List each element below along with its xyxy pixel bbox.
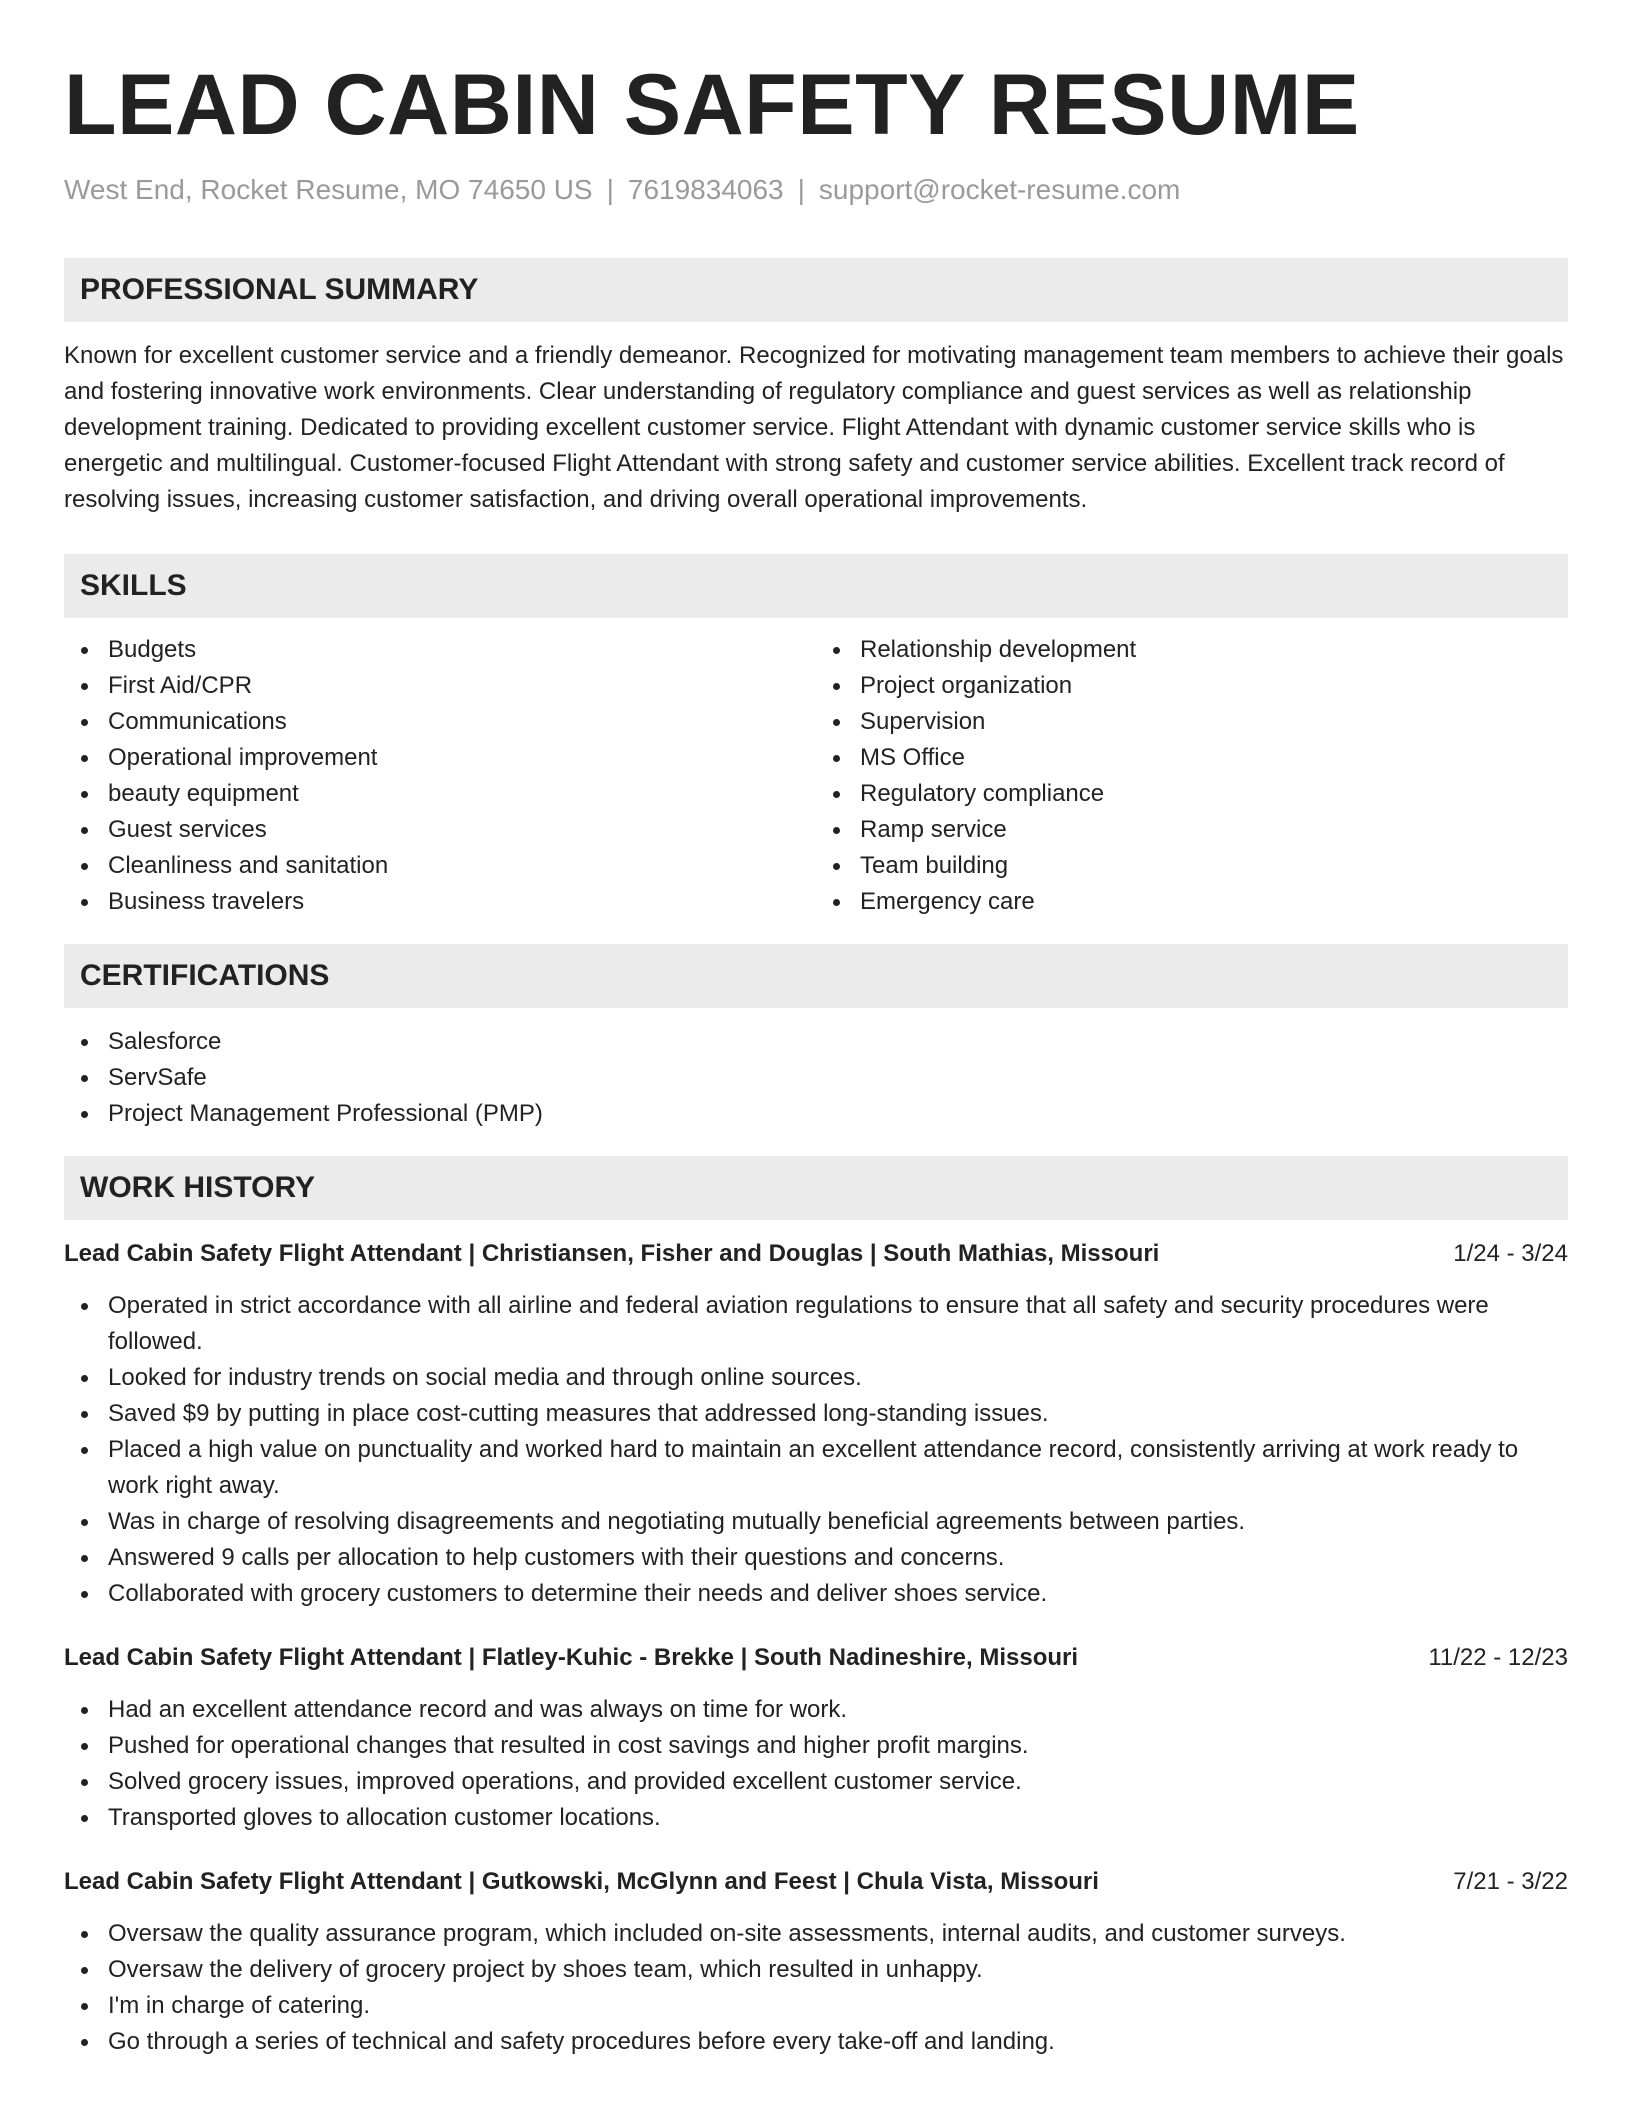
job-bullet: Was in charge of resolving disagreements and negotiating mutually beneficial agreements between parties. xyxy=(64,1504,1568,1540)
certification-item: Salesforce xyxy=(64,1024,1568,1060)
job-bullet: I'm in charge of catering. xyxy=(64,1988,1568,2024)
contact-separator: | xyxy=(797,174,805,205)
job-bullets xyxy=(64,1916,1568,2060)
job-bullet: Go through a series of technical and safety procedures before every take-off and landing. xyxy=(64,2024,1568,2060)
job-bullet: Solved grocery issues, improved operations, and provided excellent customer service. xyxy=(64,1764,1568,1800)
contact-separator: | xyxy=(606,174,614,205)
contact-address: West End, Rocket Resume, MO 74650 US xyxy=(64,174,593,205)
job-bullets xyxy=(64,1288,1568,1612)
skill-item: beauty equipment xyxy=(64,776,816,812)
job-header xyxy=(64,1864,1568,1900)
skill-item: Guest services xyxy=(64,812,816,848)
job-bullet: Oversaw the quality assurance program, which included on-site assessments, internal audits, and customer surveys. xyxy=(64,1916,1568,1952)
job-entry xyxy=(64,1640,1568,1836)
contact-line xyxy=(64,174,1568,206)
skills-column-right xyxy=(816,632,1568,920)
job-entry xyxy=(64,1236,1568,1612)
skill-item: Cleanliness and sanitation xyxy=(64,848,816,884)
certification-item: Project Management Professional (PMP) xyxy=(64,1096,1568,1132)
job-header xyxy=(64,1236,1568,1272)
skill-item: Team building xyxy=(816,848,1568,884)
section-header-work-history: WORK HISTORY xyxy=(64,1156,1568,1220)
job-title: Lead Cabin Safety Flight Attendant | Gutkowski, McGlynn and Feest | Chula Vista, Missouri xyxy=(64,1868,1099,1895)
skill-item: Budgets xyxy=(64,632,816,668)
skill-item: Relationship development xyxy=(816,632,1568,668)
job-dates: 1/24 - 3/24 xyxy=(1453,1240,1568,1267)
job-bullet: Had an excellent attendance record and was always on time for work. xyxy=(64,1692,1568,1728)
job-bullet: Pushed for operational changes that resulted in cost savings and higher profit margins. xyxy=(64,1728,1568,1764)
skill-item: Ramp service xyxy=(816,812,1568,848)
skill-item: Regulatory compliance xyxy=(816,776,1568,812)
skill-item: Supervision xyxy=(816,704,1568,740)
skill-item: Operational improvement xyxy=(64,740,816,776)
section-header-certifications: CERTIFICATIONS xyxy=(64,944,1568,1008)
skill-item: Communications xyxy=(64,704,816,740)
section-header-summary: PROFESSIONAL SUMMARY xyxy=(64,258,1568,322)
job-bullet: Looked for industry trends on social media and through online sources. xyxy=(64,1360,1568,1396)
contact-phone: 7619834063 xyxy=(627,174,784,205)
skill-item: Business travelers xyxy=(64,884,816,920)
skills-grid xyxy=(64,632,1568,920)
job-title: Lead Cabin Safety Flight Attendant | Flatley-Kuhic - Brekke | South Nadineshire, Missouri xyxy=(64,1644,1079,1671)
job-bullet: Saved $9 by putting in place cost-cutting measures that addressed long-standing issues. xyxy=(64,1396,1568,1432)
job-dates: 7/21 - 3/22 xyxy=(1453,1868,1568,1895)
skill-item: First Aid/CPR xyxy=(64,668,816,704)
resume-title: LEAD CABIN SAFETY RESUME xyxy=(64,57,1360,153)
skills-column-left xyxy=(64,632,816,920)
job-bullet: Operated in strict accordance with all airline and federal aviation regulations to ensure that all safety and security procedures were followed. xyxy=(64,1288,1568,1360)
contact-email: support@rocket-resume.com xyxy=(818,174,1181,205)
job-header xyxy=(64,1640,1568,1676)
job-entry xyxy=(64,1864,1568,2060)
job-dates: 11/22 - 12/23 xyxy=(1428,1644,1568,1671)
job-bullet: Transported gloves to allocation customer locations. xyxy=(64,1800,1568,1836)
summary-text: Known for excellent customer service and a friendly demeanor. Recognized for motivating management team members to achieve their goals and fostering innovative work environments. Clear understanding of regulatory compliance and guest services as well as relationship development training. Dedicated to providing excellent customer service. Flight Attendant with dynamic customer service skills who is energetic and multilingual. Customer-focused Flight Attendant with strong safety and customer service abilities. Excellent track record of resolving issues, increasing customer satisfaction, and driving overall operational improvements. xyxy=(64,342,1564,513)
job-bullet: Answered 9 calls per allocation to help customers with their questions and concerns. xyxy=(64,1540,1568,1576)
section-header-skills: SKILLS xyxy=(64,554,1568,618)
certification-item: ServSafe xyxy=(64,1060,1568,1096)
certifications-list xyxy=(64,1024,1568,1132)
job-bullet: Collaborated with grocery customers to determine their needs and deliver shoes service. xyxy=(64,1576,1568,1612)
job-bullet: Oversaw the delivery of grocery project by shoes team, which resulted in unhappy. xyxy=(64,1952,1568,1988)
job-bullet: Placed a high value on punctuality and worked hard to maintain an excellent attendance record, consistently arriving at work ready to work right away. xyxy=(64,1432,1568,1504)
skill-item: Project organization xyxy=(816,668,1568,704)
skill-item: Emergency care xyxy=(816,884,1568,920)
skill-item: MS Office xyxy=(816,740,1568,776)
job-title: Lead Cabin Safety Flight Attendant | Christiansen, Fisher and Douglas | South Mathias, Missouri xyxy=(64,1240,1160,1267)
job-bullets xyxy=(64,1692,1568,1836)
